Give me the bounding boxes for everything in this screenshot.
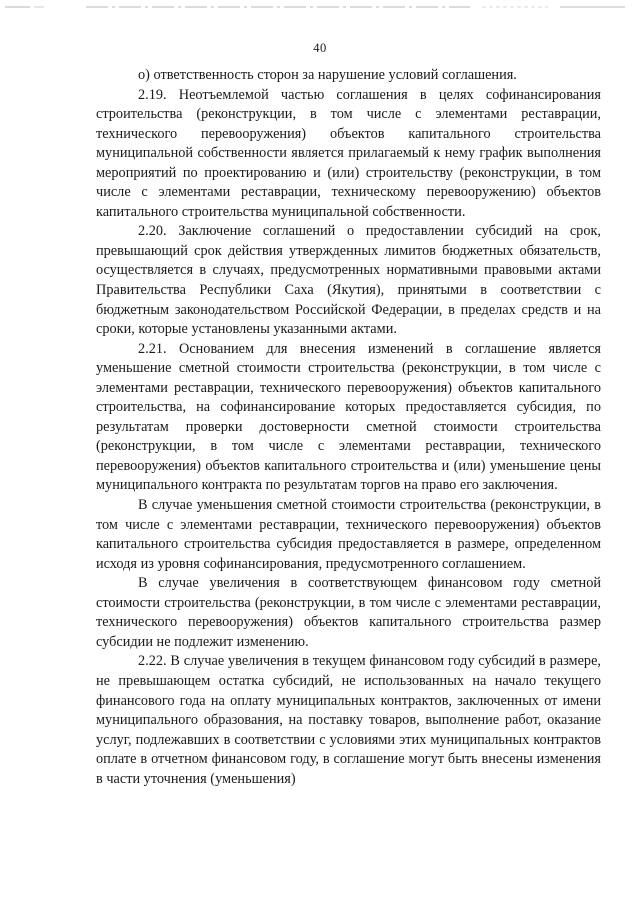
paragraph-2-22: 2.22. В случае увеличения в текущем финансовом году субсидий в размере, не превышающем остатка субсидий, не использованных на начало текущего финансового года на оплату муниципальных контрактов, заключенных от имени муниципального образования, на поставку товаров, выполнение работ, оказание услуг, подлежавших в соответствии с условиями этих муниципальных контрактов оплате в отчетном финансовом году, в соглашение могут быть внесены изменения в части уточнения (уменьшения) xyxy=(96,653,601,787)
document-body xyxy=(96,66,601,789)
paragraph-estimate-increase: В случае увеличения в соответствующем финансовом году сметной стоимости строительства (реконструкции, в том числе с элементами реставрации, технического перевооружения) объектов капитального строительства размер субсидии не подлежит изменению. xyxy=(96,575,601,650)
page-number: 40 xyxy=(313,41,327,55)
paragraph-2-21: 2.21. Основанием для внесения изменений в соглашение является уменьшение сметной стоимости строительства (реконструкции, в том числе с элементами реставрации, технического перевооружения) объектов капитального строительства, на софинансирование которых предоставляется субсидия, по результатам проверки достоверности сметной стоимости строительства (реконструкции, в том числе с элементами реставрации, технического перевооружения) объектов капитального строительства и (или) уменьшение цены муниципального контракта по результатам торгов на право его заключения. xyxy=(96,340,601,494)
paragraph-item-o: о) ответственность сторон за нарушение условий соглашения. xyxy=(138,67,517,83)
paragraph-2-19: 2.19. Неотъемлемой частью соглашения в целях софинансирования строительства (реконструкции, в том числе с элементами реставрации, технического перевооружения) объектов капитального строительства муниципальной собственности является прилагаемый к нему график выполнения мероприятий по проектированию и (или) строительству (реконструкции, в том числе с элементами реставрации, техническому перевооружению) объектов капитального строительства муниципальной собственности. xyxy=(96,86,601,220)
paragraph-2-20: 2.20. Заключение соглашений о предоставлении субсидий на срок, превышающий срок действия утвержденных лимитов бюджетных обязательств, осуществляется в случаях, предусмотренных нормативными правовыми актами Правительства Республики Саха (Якутия), принятыми в соответствии с бюджетным законодательством Российской Федерации, в пределах средств и на сроки, которые установлены указанными актами. xyxy=(96,223,601,338)
paragraph-estimate-decrease: В случае уменьшения сметной стоимости строительства (реконструкции, в том числе с элементами реставрации, технического перевооружения) объектов капитального строительства субсидия предоставляется в размере, определенном исходя из уровня софинансирования, предусмотренного соглашением. xyxy=(96,497,601,572)
scan-edge-marks xyxy=(0,0,640,14)
